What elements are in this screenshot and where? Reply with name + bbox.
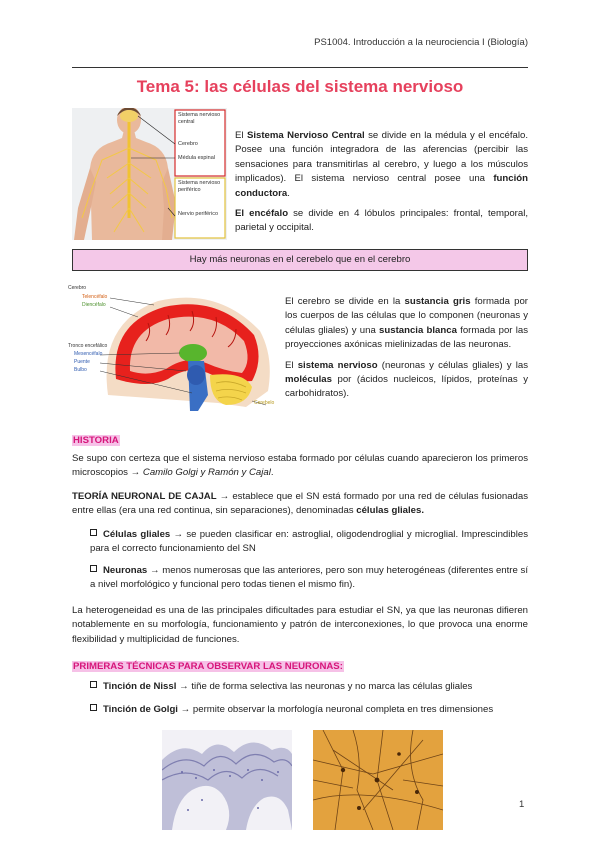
nissl-illustration — [162, 730, 292, 830]
brain-paragraph-2: El sistema nervioso (neuronas y células gliales) y las moléculas por (ácidos nucleicos, lípidos, proteínas y carbohidratos). — [285, 359, 529, 400]
label-medula: Médula espinal — [178, 155, 215, 161]
body-illustration — [72, 108, 227, 240]
intro-paragraph-1: El Sistema Nervioso Central se divide en la médula y el encéfalo. Posee una función integradora de las aferencias (percibir las sensaciones para transmitirlas al cerebro, y luego a los músculos implicados). El sistema nervioso central posee una función conductora. — [235, 130, 528, 199]
note-banner: Hay más neuronas en el cerebelo que en el cerebro — [72, 249, 528, 271]
bullet-golgi: Tinción de Golgi → permite observar la morfología neuronal completa en tres dimensiones — [90, 703, 528, 717]
checkbox-bullet-icon — [90, 681, 97, 688]
brain-text — [285, 295, 528, 402]
label-cerebro: Cerebro — [178, 141, 198, 147]
label-nervio: Nervio periférico — [178, 211, 219, 217]
brain-section-figure — [68, 283, 278, 414]
bullet-celulas-gliales: Células gliales → se pueden clasificar en: astroglial, oligodendroglial y microglial. Imprescindibles para el correcto funcionamiento del SN — [90, 529, 529, 555]
page-header: PS1004. Introducción a la neurociencia I (Biología) — [314, 37, 528, 48]
label-telencefalo: Telencéfalo — [82, 294, 108, 300]
checkbox-bullet-icon — [90, 529, 97, 536]
label-puente: Puente — [74, 359, 90, 365]
historia-paragraph: Se supo con certeza que el sistema nervioso estaba formado por células cuando aparecieron los primeros microscopios → Camilo Golgi y Ramón y Cajal. — [72, 453, 528, 479]
golgi-illustration — [313, 730, 443, 830]
checkbox-bullet-icon — [90, 565, 97, 572]
label-mesencefalo: Mesencéfalo — [74, 351, 103, 357]
bullet-neuronas: Neuronas → menos numerosas que las anteriores, pero son muy heterogéneas (diferentes entre sí a nivel morfológico y funcional pero todas tienen el mismo fin). — [90, 565, 528, 591]
teoria-paragraph: TEORÍA NEURONAL DE CAJAL → establece que el SN está formado por una red de células fusionadas entre ellas (era una red continua, sin separaciones), denominadas células gliales. — [72, 491, 528, 517]
label-bulbo: Bulbo — [74, 367, 87, 373]
intro-paragraph-2: El encéfalo se divide en 4 lóbulos principales: frontal, temporal, parietal y occipital. — [235, 208, 529, 234]
tecnicas-heading: PRIMERAS TÉCNICAS PARA OBSERVAR LAS NEURONAS: — [73, 661, 343, 672]
heterogeneidad-paragraph: La heterogeneidad es una de las principales dificultades para estudiar el SN, ya que las neuronas difieren notablemente en su morfología, funcionamiento y patrón de interconexiones, lo que provoca una enorme flexibilidad y multiplicidad de funciones. — [72, 605, 528, 645]
golgi-stain-image — [313, 730, 443, 830]
label-brain-cerebro: Cerebro — [68, 285, 87, 291]
label-diencefalo: Diencéfalo — [82, 302, 106, 308]
brain-paragraph-1: El cerebro se divide en la sustancia gris formada por los cuerpos de las células que lo componen (neuronas y células gliales) y una sustancia blanca formada por las proyecciones axónicas mielinizadas de las neuronas. — [285, 296, 528, 351]
page-title: Tema 5: las células del sistema nervioso — [136, 77, 464, 96]
label-snc: Sistema nervioso central — [178, 112, 221, 125]
intro-text — [235, 129, 528, 236]
label-tronco: Tronco encefálico — [68, 343, 108, 349]
label-cerebelo: Cerebelo — [254, 400, 275, 406]
page-number: 1 — [519, 799, 525, 810]
nervous-system-figure — [72, 108, 227, 240]
bullet-nissl: Tinción de Nissl → tiñe de forma selectiva las neuronas y no marca las células gliales — [90, 680, 528, 694]
header-rule — [72, 67, 528, 68]
checkbox-bullet-icon — [90, 704, 97, 711]
nissl-stain-image — [162, 730, 292, 830]
historia-heading: HISTORIA — [73, 435, 119, 446]
label-snp: Sistema nervioso periférico — [178, 180, 221, 193]
